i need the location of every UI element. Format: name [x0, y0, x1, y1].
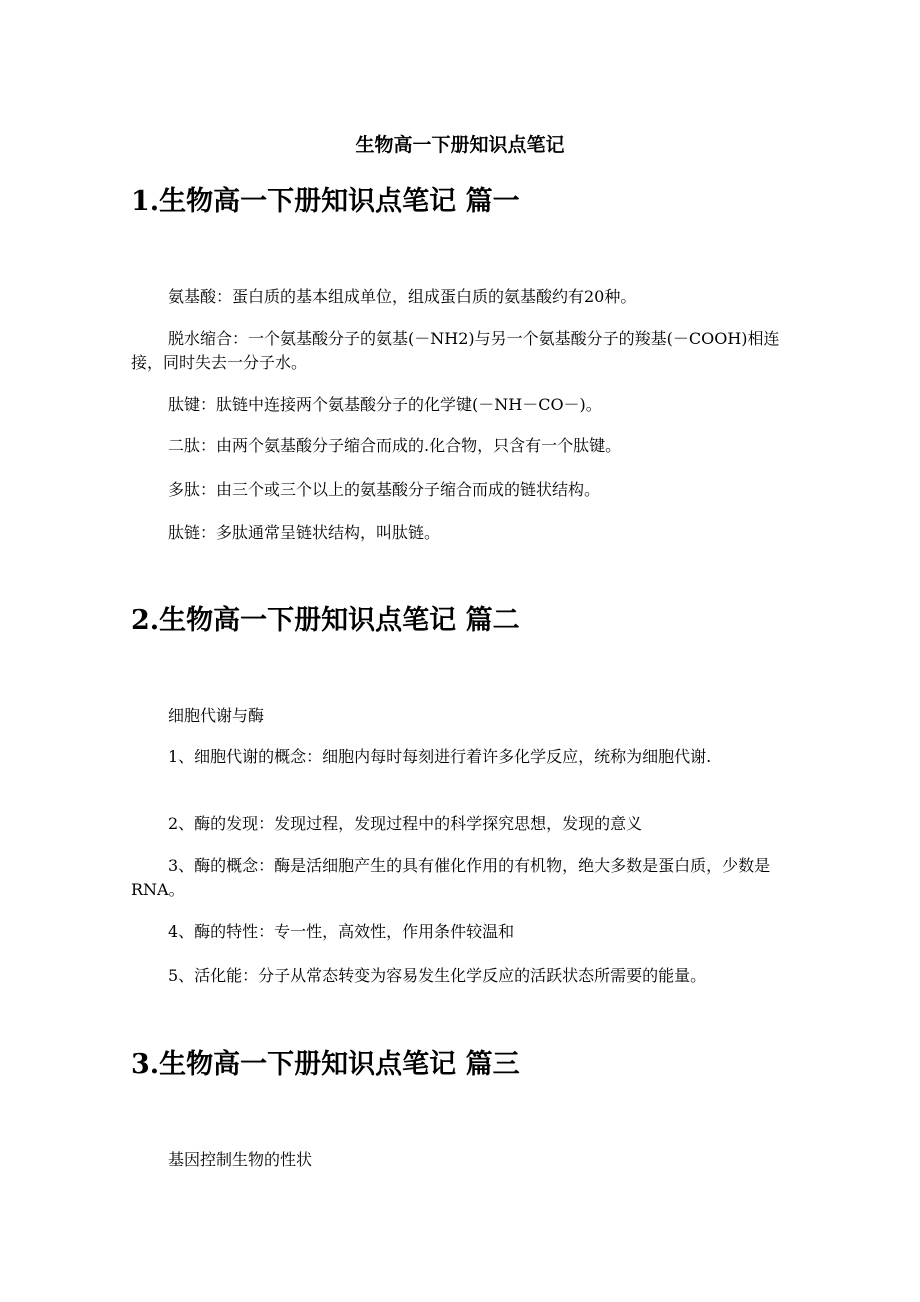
paragraph: 1、细胞代谢的概念：细胞内每时每刻进行着许多化学反应，统称为细胞代谢.	[168, 747, 712, 766]
paragraph: 多肽：由三个或三个以上的氨基酸分子缩合而成的链状结构。	[168, 480, 601, 499]
paragraph: 基因控制生物的性状	[168, 1150, 313, 1169]
section-heading-2: 2.生物高一下册知识点笔记 篇二	[131, 605, 520, 636]
paragraph: 肽键：肽链中连接两个氨基酸分子的化学键(－NH－CO－)。	[168, 395, 602, 414]
paragraph: 氨基酸：蛋白质的基本组成单位，组成蛋白质的氨基酸约有20种。	[168, 287, 637, 306]
section-heading-1: 1.生物高一下册知识点笔记 篇一	[131, 186, 520, 217]
paragraph: 5、活化能：分子从常态转变为容易发生化学反应的活跃状态所需要的能量。	[168, 966, 707, 985]
paragraph: 4、酶的特性：专一性，高效性，作用条件较温和	[168, 922, 515, 941]
document-title: 生物高一下册知识点笔记	[355, 134, 565, 156]
paragraph: 细胞代谢与酶	[168, 706, 265, 725]
paragraph: 3、酶的概念：酶是活细胞产生的具有催化作用的有机物，绝大多数是蛋白质，少数是RNA。	[131, 856, 771, 899]
paragraph: 二肽：由两个氨基酸分子缩合而成的.化合物，只含有一个肽键。	[168, 436, 622, 455]
paragraph: 脱水缩合：一个氨基酸分子的氨基(－NH2)与另一个氨基酸分子的羧基(－COOH)相连接，同时失去一分子水。	[131, 329, 780, 372]
paragraph: 肽链：多肽通常呈链状结构，叫肽链。	[168, 523, 441, 542]
paragraph: 2、酶的发现：发现过程，发现过程中的科学探究思想，发现的意义	[168, 814, 643, 833]
section-heading-3: 3.生物高一下册知识点笔记 篇三	[131, 1049, 520, 1080]
